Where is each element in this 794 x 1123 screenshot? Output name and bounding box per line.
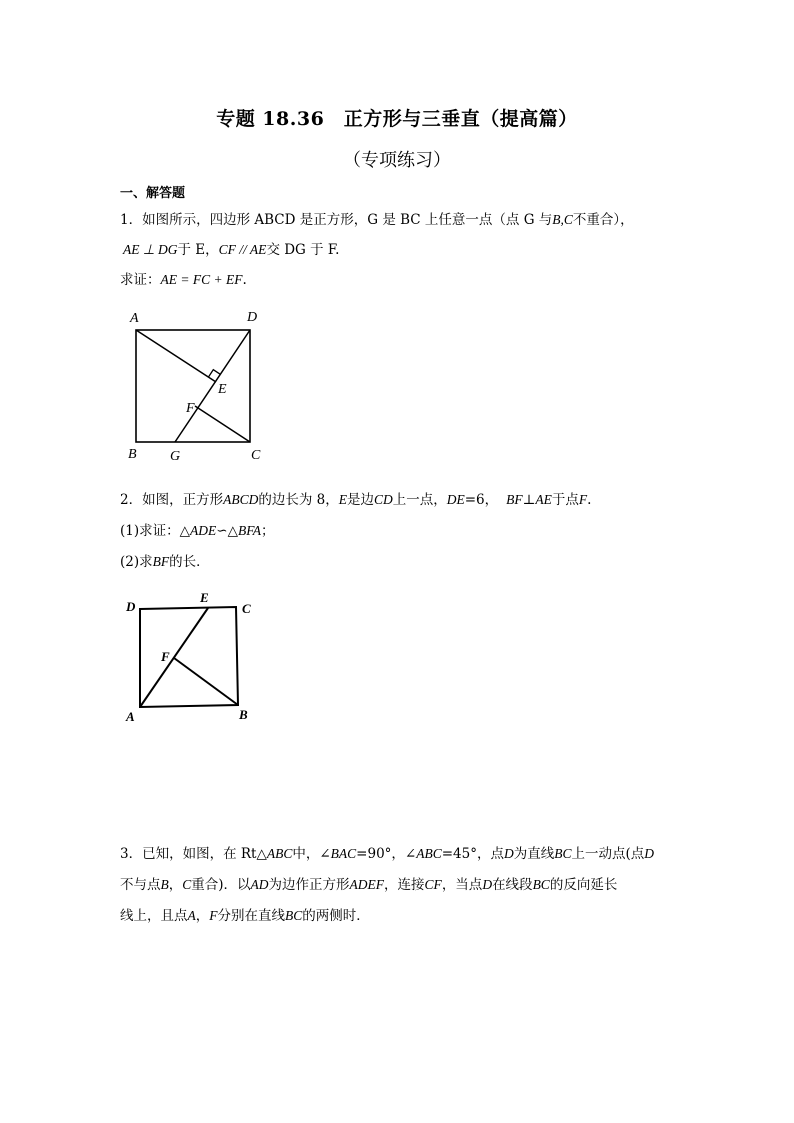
page-title: 专题 18.36 正方形与三垂直（提高篇） xyxy=(216,108,578,130)
q1-text: 于 E， xyxy=(177,242,219,258)
q3-line-3 xyxy=(120,904,370,924)
q2-label-a: A xyxy=(126,709,135,724)
q2-text: ⊥ xyxy=(522,492,536,508)
q3-line-1 xyxy=(120,842,654,862)
q3-text: 分别在直线 xyxy=(217,908,285,924)
q1-text: 求证： xyxy=(120,272,161,288)
q3-math: D xyxy=(644,846,655,861)
q3-text: 为边作正方形 xyxy=(268,877,350,893)
q1-label-c: C xyxy=(251,448,261,463)
q3-math: ADEF xyxy=(349,877,385,892)
q1-label-a: A xyxy=(130,311,139,326)
q3-math: C xyxy=(182,877,192,892)
q3-text: 为直线 xyxy=(513,846,555,862)
q3-text: =90°，∠ xyxy=(356,846,417,862)
section-heading: 一、解答题 xyxy=(120,186,186,201)
q2-math: BF xyxy=(506,492,523,507)
q3-text: ，当点 xyxy=(441,877,483,893)
q2-math: E xyxy=(338,492,347,507)
q3-math: CF xyxy=(424,877,442,892)
q1-label-f: F xyxy=(186,401,195,416)
q1-label-b: B xyxy=(128,447,137,462)
q2-math: F xyxy=(578,492,588,507)
q3-text: 重合)．以 xyxy=(191,877,251,893)
q2-math: CD xyxy=(373,492,393,507)
q3-math: ABC xyxy=(266,846,293,861)
q3-text: ， xyxy=(195,908,210,924)
q3-math: BC xyxy=(285,908,303,923)
q2-math: BFA xyxy=(237,523,261,538)
q1-line-2 xyxy=(123,238,339,258)
q3-math: BAC xyxy=(330,846,357,861)
q1-math: AE ⊥ DG xyxy=(123,242,178,257)
q3-math: B xyxy=(160,877,169,892)
q2-text: ； xyxy=(260,523,275,539)
q2-math: BF xyxy=(152,554,170,569)
q3-text: 的两侧时． xyxy=(302,908,370,924)
q1-math: AE = FC + EF xyxy=(160,272,243,287)
q2-label-c: C xyxy=(242,601,251,616)
q3-math: D xyxy=(503,846,514,861)
q2-text: (2)求 xyxy=(120,554,153,570)
q2-text: 于点 xyxy=(551,492,579,508)
q1-line-3 xyxy=(120,268,247,288)
q1-figure xyxy=(120,300,280,470)
q2-math: AE xyxy=(535,492,552,507)
q2-label-f: F xyxy=(161,649,170,664)
q1-label-g: G xyxy=(170,449,181,464)
q1-square xyxy=(136,330,250,442)
q3-math: F xyxy=(209,908,218,923)
q3-text: 不与点 xyxy=(120,877,161,893)
q1-segment-ae xyxy=(136,330,216,382)
q2-line-1 xyxy=(120,488,591,508)
q1-math: B,C xyxy=(552,212,573,227)
q3-math: A xyxy=(187,908,196,923)
q2-text: 的边长为 8， xyxy=(258,492,339,508)
q1-line-1 xyxy=(120,208,634,228)
q2-text: ∽△ xyxy=(216,523,238,539)
q3-math: BC xyxy=(532,877,550,892)
q1-text: 不重合）， xyxy=(572,212,634,228)
q2-text: 上一点， xyxy=(392,492,447,508)
q3-text: 中，∠ xyxy=(292,846,331,862)
q3-text: 的反向延长 xyxy=(549,877,618,893)
q2-segment-ae xyxy=(140,608,208,707)
q2-label-b: B xyxy=(239,707,248,722)
q2-label-d: D xyxy=(126,599,136,614)
q2-text: 是边 xyxy=(346,492,374,508)
q3-math: BC xyxy=(554,846,572,861)
q3-text: 上一动点(点 xyxy=(571,846,645,862)
q1-text: 1．如图所示，四边形 ABCD 是正方形，G 是 BC 上任意一点（点 G 与 xyxy=(120,212,553,228)
q3-text: 线上，且点 xyxy=(120,908,188,924)
q1-label-d: D xyxy=(247,310,258,325)
page-subtitle: （专项练习） xyxy=(343,150,451,171)
q2-math: ADE xyxy=(190,523,217,538)
q3-text: =45°，点 xyxy=(441,846,504,862)
q3-math: ABC xyxy=(416,846,442,861)
q3-text: ，连接 xyxy=(384,877,425,893)
q1-math: CF // AE xyxy=(218,242,267,257)
q3-math: AD xyxy=(250,877,269,892)
q3-line-2 xyxy=(120,873,617,893)
q2-text: 2．如图，正方形 xyxy=(120,492,224,508)
q1-label-e: E xyxy=(218,382,227,397)
q2-math: DE xyxy=(446,492,465,507)
q2-text: (1)求证：△ xyxy=(120,523,191,539)
q2-label-e: E xyxy=(200,590,209,605)
q2-math: ABCD xyxy=(223,492,259,507)
q3-text: 3．已知，如图，在 Rt△ xyxy=(120,846,267,862)
q2-text: . xyxy=(587,492,592,508)
q1-text: 交 DG 于 F. xyxy=(266,242,340,258)
q3-math: D xyxy=(482,877,493,892)
q2-figure xyxy=(118,585,268,725)
q2-text: =6， xyxy=(464,492,499,508)
q2-text: 的长． xyxy=(169,554,210,570)
q2-line-3 xyxy=(120,550,210,570)
q3-text: 在线段 xyxy=(492,877,533,893)
q1-segment-cf xyxy=(195,406,250,442)
q1-text: . xyxy=(242,272,247,288)
q2-square xyxy=(140,607,238,707)
q2-line-2 xyxy=(120,519,274,539)
q1-segment-dg xyxy=(175,330,250,442)
q2-segment-bf xyxy=(174,658,238,705)
q3-text: ， xyxy=(168,877,183,893)
